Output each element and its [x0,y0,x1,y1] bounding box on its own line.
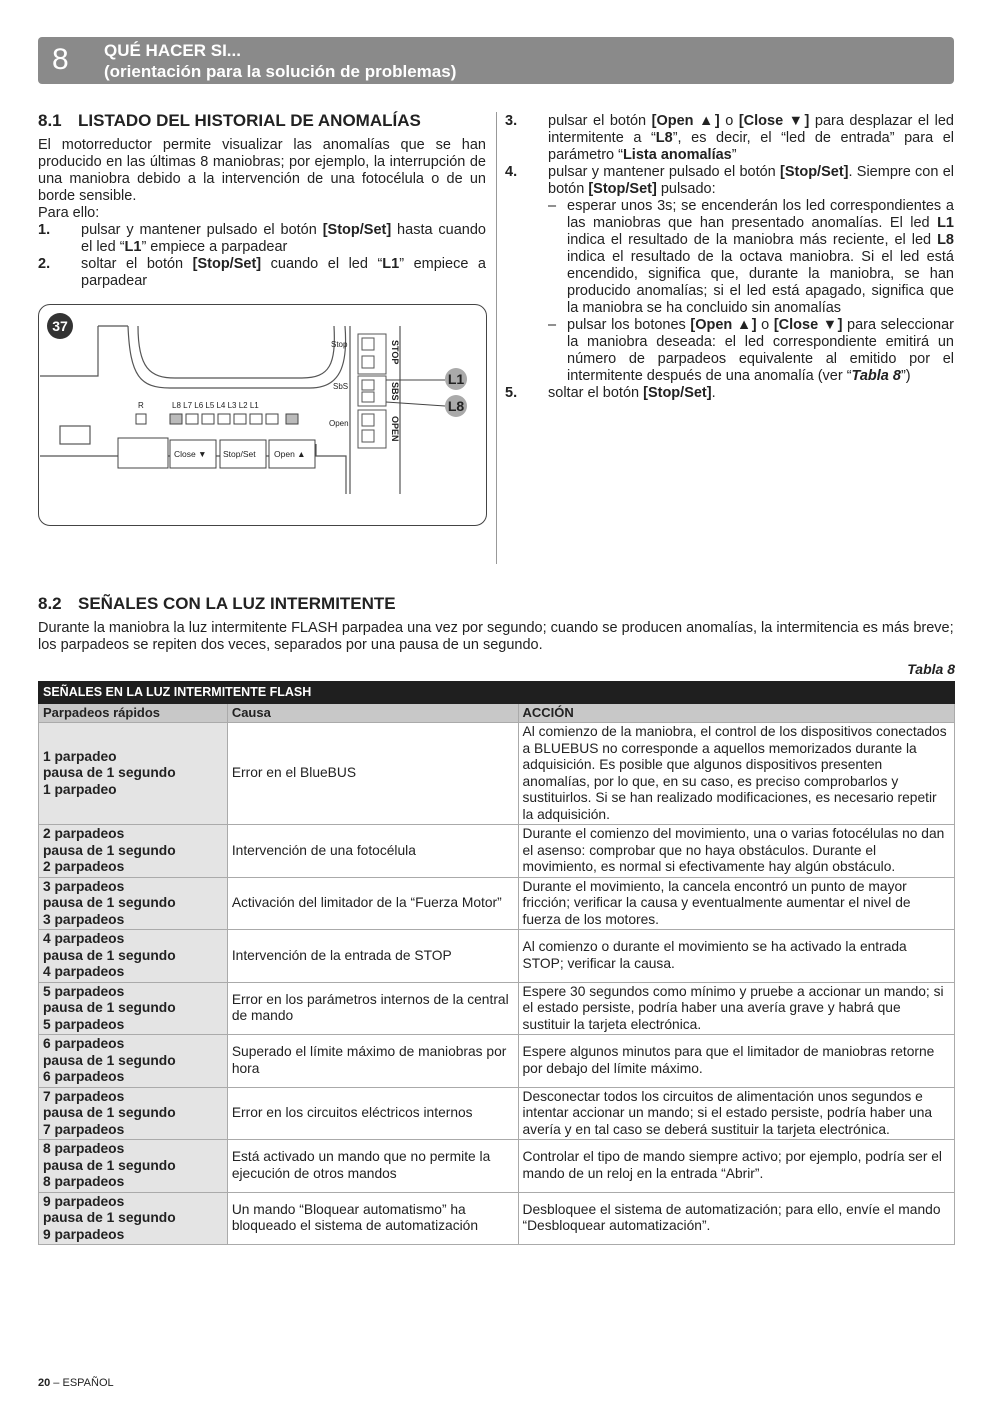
flash-count-line: 4 parpadeos [43,931,125,946]
table-row [39,723,955,825]
terminal-stop-label: STOP [390,340,400,365]
para-ello: Para ello: [38,205,100,221]
action-cell: Espere 30 segundos como mínimo y pruebe a accionar un mando; si el estado persiste, podría haber una avería grave y habrá que sustituir la tarjeta electrónica. [518,982,955,1035]
flash-count-line: 5 parpadeos [43,1016,125,1032]
flash-count-line: pausa de 1 segundo [43,1157,176,1173]
cause-cell: Un mando “Bloquear automatismo” ha bloqueado el sistema de automatización [227,1192,518,1245]
section-8-1-left [38,111,486,290]
chapter-title-line2: (orientación para la solución de problemas) [104,62,457,81]
open-button-label: Open ▲ [274,449,306,459]
flash-count-cell [39,1140,228,1193]
action-cell: Controlar el tipo de mando siempre activo; por ejemplo, podría ser el mando de un reloj en la entrada “Abrir”. [518,1140,955,1193]
page-footer: 20 – ESPAÑOL [38,1377,114,1389]
flash-count-line: pausa de 1 segundo [43,765,176,781]
flash-count-line: 1 parpadeo [43,781,117,797]
flash-count-line: pausa de 1 segundo [43,1000,176,1015]
flash-count-line: 6 parpadeos [43,1069,125,1084]
leds-label: L8 L7 L6 L5 L4 L3 L2 L1 [172,401,259,410]
table-row [39,982,955,1035]
cause-cell: Intervención de una fotocélula [227,825,518,878]
flash-count-line: 9 parpadeos [43,1193,125,1209]
table-caption: Tabla 8 [907,661,955,677]
action-cell: Al comienzo de la maniobra, el control de los dispositivos conectados a BLUEBUS no corresponde a aquellos memorizados durante la adquisición. Es posible que algunos dispositivos presenten anomalías, por lo que, en su caso, es preciso comprobarlos y sustituirlos. Si se han realizado modificaciones, es necesario repetir la adquisición. [518,723,955,825]
stopset-button-label: Stop/Set [223,449,256,459]
page-number: 20 [38,1377,51,1389]
column-divider [496,112,497,564]
table-row [39,877,955,930]
flash-count-line: pausa de 1 segundo [43,842,176,858]
terminal-open-label: OPEN [390,416,400,442]
cause-cell: Error en el BlueBUS [227,723,518,825]
cause-cell: Activación del limitador de la “Fuerza Motor” [227,877,518,930]
section-8-1-right [505,113,954,402]
flash-count-line: 7 parpadeos [43,1088,125,1104]
flash-count-line: pausa de 1 segundo [43,947,176,963]
cause-cell: Error en los circuitos eléctricos internos [227,1087,518,1140]
language-label: ESPAÑOL [62,1377,114,1389]
chapter-title-line1: QUÉ HACER SI... [104,41,241,60]
table-title-row [39,682,955,704]
chapter-number: 8 [52,43,69,76]
flash-count-line: 8 parpadeos [43,1174,125,1189]
action-cell: Al comienzo o durante el movimiento se ha activado la entrada STOP; verificar la causa. [518,930,955,983]
control-board-illustration [40,306,480,522]
table-row [39,1087,955,1140]
table-title: SEÑALES EN LA LUZ INTERMITENTE FLASH [39,682,955,704]
flash-count-line: pausa de 1 segundo [43,1052,176,1068]
flash-count-cell [39,1192,228,1245]
list-item: 5. soltar el botón [Stop/Set]. [505,385,716,401]
r-label: R [138,401,144,410]
cause-cell: Superado el límite máximo de maniobras por hora [227,1035,518,1088]
flash-count-cell [39,825,228,878]
table-row [39,1035,955,1088]
open-label: Open [329,419,349,428]
column-header: Parpadeos rápidos [39,703,228,723]
terminal-sbs-label: SBS [390,382,400,401]
signals-table [38,681,955,1245]
flash-count-cell [39,1035,228,1088]
action-cell: Durante el comienzo del movimiento, una o varias fotocélulas no dan el asenso: comprobar que no haya obstáculos. Durante el movimiento, es normal si efectivamente hay algún obstáculo. [518,825,955,878]
table-row [39,1192,955,1245]
flash-count-line: 2 parpadeos [43,859,125,874]
sub-list [505,198,954,385]
flash-count-cell [39,1087,228,1140]
flash-count-cell [39,930,228,983]
led-l8-badge: L8 [445,395,467,417]
figure-number: 37 [47,313,73,339]
chapter-header [38,37,954,84]
close-button-label: Close ▼ [174,449,207,459]
column-header: ACCIÓN [518,703,955,723]
list-item: 2. soltar el botón [Stop/Set] cuando el led “L1” empiece a parpadear [38,256,486,289]
led-l1-badge: L1 [445,368,467,390]
list-item: 4. pulsar y mantener pulsado el botón [Stop/Set]. Siempre con el botón [Stop/Set] pulsado: [505,164,954,197]
flash-count-line: 4 parpadeos [43,964,125,979]
action-cell: Desbloquee el sistema de automatización; para ello, envíe el mando “Desbloquear automatización”. [518,1192,955,1245]
section-title: 8.2 SEÑALES CON LA LUZ INTERMITENTE [38,594,396,613]
table-row [39,1140,955,1193]
table-row [39,825,955,878]
flash-count-line: 8 parpadeos [43,1141,125,1156]
flash-count-line: 6 parpadeos [43,1036,125,1051]
flash-count-cell [39,982,228,1035]
sub-list-item: – esperar unos 3s; se encenderán los led correspondientes a las maniobras que han presentado anomalías. El led L1 indica el resultado de la maniobra más reciente, el led L8 indica el resultado de la octava maniobra. Si el led está encendido, significa que, durante la maniobra, se han producido anomalías; si el led está apagado, significa que la maniobra se ha concluido sin anomalías [548,198,954,316]
section-title: 8.1 LISTADO DEL HISTORIAL DE ANOMALÍAS [38,111,421,130]
flash-count-cell [39,723,228,825]
column-header: Causa [227,703,518,723]
cause-cell: Intervención de la entrada de STOP [227,930,518,983]
table-row [39,930,955,983]
cause-cell: Está activado un mando que no permite la ejecución de otros mandos [227,1140,518,1193]
flash-count-line: 3 parpadeos [43,878,125,894]
action-cell: Desconectar todos los circuitos de alimentación unos segundos e intentar accionar un mando; si el estado persiste, podría haber una avería y en tal caso se deberá sustituir la tarjeta electrónica. [518,1087,955,1140]
action-cell: Durante el movimiento, la cancela encontró un punto de mayor fricción; verificar la causa y eventualmente aumentar el nivel de fuerza de los motores. [518,877,955,930]
flash-count-line: 9 parpadeos [43,1226,125,1242]
action-cell: Espere algunos minutos para que el limitador de maniobras retorne por debajo del límite máximo. [518,1035,955,1088]
flash-count-line: 3 parpadeos [43,911,125,927]
stop-label: Stop [331,340,348,349]
cause-cell: Error en los parámetros internos de la central de mando [227,982,518,1035]
flash-count-line: pausa de 1 segundo [43,1105,176,1120]
flash-count-line: pausa de 1 segundo [43,1210,176,1225]
table-header-row [39,703,955,723]
list-item: 3. pulsar el botón [Open ▲] o [Close ▼] para desplazar el led intermitente a “L8”, es decir, el “led de entrada” para el parámetro “Lista anomalías” [505,113,954,163]
section-intro: El motorreductor permite visualizar las anomalías que se han producido en las últimas 8 maniobras; por ejemplo, la interrupción de una maniobra debido a la intervención de una fotocélula o de un borde sensible. [38,137,486,204]
section-intro: Durante la maniobra la luz intermitente FLASH parpadea una vez por segundo; cuando se producen anomalías, la intermitencia es más breve; los parpadeos se repiten dos veces, separados por una pausa de un segundo. [38,620,954,653]
flash-count-cell [39,877,228,930]
flash-count-line: 2 parpadeos [43,826,125,841]
flash-count-line: 7 parpadeos [43,1121,125,1137]
flash-count-line: 1 parpadeo [43,748,117,764]
sub-list-item: – pulsar los botones [Open ▲] o [Close ▼] para seleccionar la maniobra deseada: el led correspondiente emitirá un número de parpadeos equivalente al emitido por el intermitente después de una anomalía (ver “Tabla 8”) [548,317,954,384]
flash-count-line: 5 parpadeos [43,983,125,999]
list-item: 1. pulsar y mantener pulsado el botón [Stop/Set] hasta cuando el led “L1” empiece a parpadear [38,222,486,255]
section-8-2 [38,594,955,654]
flash-count-line: pausa de 1 segundo [43,895,176,910]
sbs-label: SbS [333,382,349,391]
